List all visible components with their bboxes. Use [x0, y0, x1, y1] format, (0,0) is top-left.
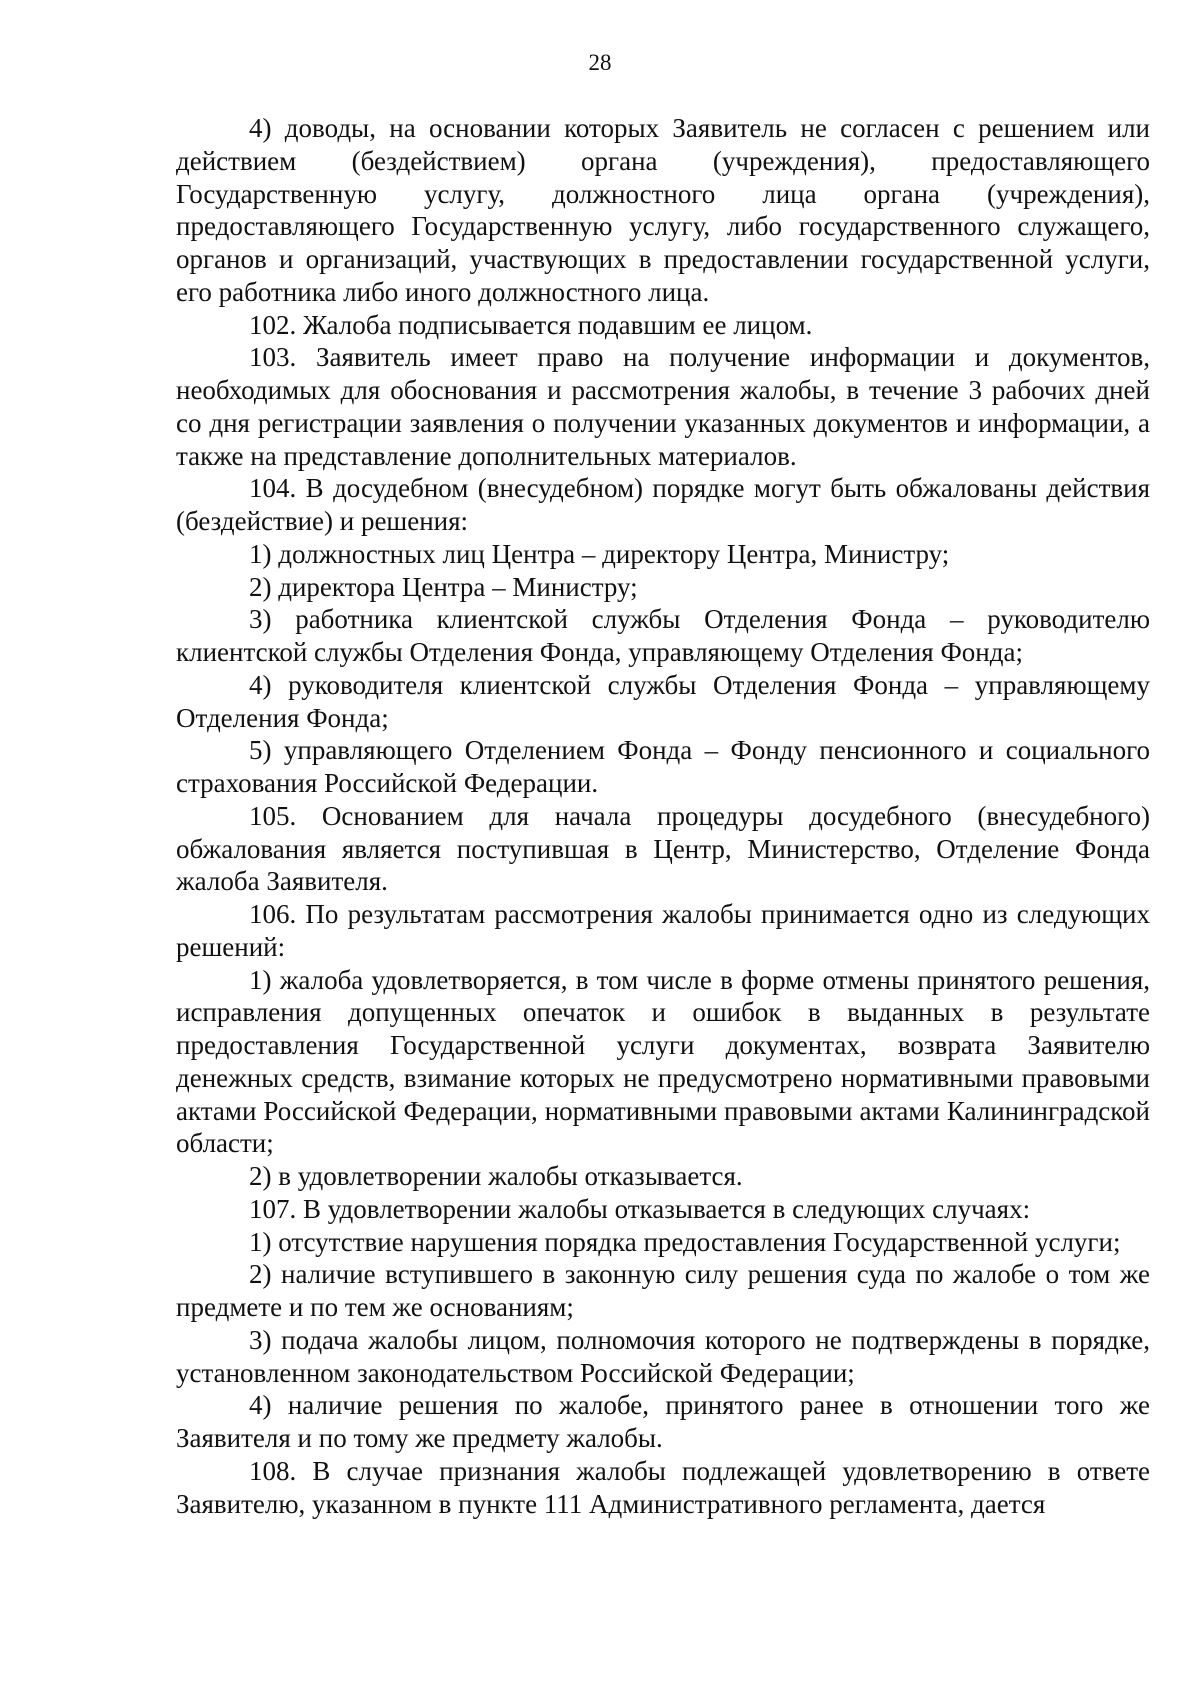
paragraph-106: 106. По результатам рассмотрения жалобы принимается одно из следующих решений: — [176, 899, 1150, 962]
paragraph-107: 107. В удовлетворении жалобы отказывается в следующих случаях: — [249, 1193, 1031, 1224]
paragraph-item-4-arguments: 4) доводы, на основании которых Заявитель не согласен с решением или действием (бездействием) органа (учреждения), предоставляющего Государственную услугу, должностного лица органа (учреждения), предоставляющего Государственную услугу, либо государственного служащего, органов и организаций, участвующих в предоставлении государственной услуги, его работника либо иного должностного лица. — [176, 113, 1150, 307]
page-number: 28 — [588, 50, 612, 75]
paragraph-105: 105. Основанием для начала процедуры досудебного (внесудебного) обжалования является поступившая в Центр, Министерство, Отделение Фонда жалоба Заявителя. — [176, 800, 1150, 897]
paragraph-107-item-3: 3) подача жалобы лицом, полномочия которого не подтверждены в порядке, установленном законодательством Российской Федерации; — [176, 1324, 1150, 1388]
paragraph-104: 104. В досудебном (внесудебном) порядке могут быть обжалованы действия (бездействие) и решения: — [176, 473, 1150, 536]
paragraph-107-item-4: 4) наличие решения по жалобе, принятого ранее в отношении того же Заявителя и по тому же предмету жалобы. — [176, 1390, 1150, 1453]
paragraph-102: 102. Жалоба подписывается подавшим ее лицом. — [249, 309, 813, 340]
paragraph-107-item-2: 2) наличие вступившего в законную силу решения суда по жалобе о том же предмете и по тем же основаниям; — [176, 1259, 1150, 1322]
document-body — [176, 112, 1150, 1520]
paragraph-106-item-1: 1) жалоба удовлетворяется, в том числе в форме отмены принятого решения, исправления допущенных опечаток и ошибок в выданных в результате предоставления Государственной услуги документах, возврата Заявителю денежных средств, взимание которых не предусмотрено нормативными правовыми актами Российской Федерации, нормативными правовыми актами Калининградской области; — [176, 964, 1150, 1159]
paragraph-104-item-2: 2) директора Центра – Министру; — [249, 571, 638, 602]
paragraph-104-item-4: 4) руководителя клиентской службы Отделения Фонда – управляющему Отделения Фонда; — [176, 669, 1150, 733]
paragraph-108: 108. В случае признания жалобы подлежащей удовлетворению в ответе Заявителю, указанном в пункте 111 Административного регламента, дается — [176, 1455, 1150, 1519]
paragraph-107-item-1: 1) отсутствие нарушения порядка предоставления Государственной услуги; — [249, 1226, 1121, 1257]
paragraph-103: 103. Заявитель имеет право на получение информации и документов, необходимых для обоснования и рассмотрения жалобы, в течение 3 рабочих дней со дня регистрации заявления о получении указанных документов и информации, а также на представление дополнительных материалов. — [176, 342, 1150, 471]
paragraph-104-item-5: 5) управляющего Отделением Фонда – Фонду пенсионного и социального страхования Российской Федерации. — [176, 735, 1150, 798]
paragraph-104-item-1: 1) должностных лиц Центра – директору Центра, Министру; — [249, 538, 950, 569]
paragraph-104-item-3: 3) работника клиентской службы Отделения Фонда – руководителю клиентской службы Отделения Фонда, управляющему Отделения Фонда; — [176, 604, 1150, 667]
paragraph-106-item-2: 2) в удовлетворении жалобы отказывается. — [249, 1161, 743, 1191]
